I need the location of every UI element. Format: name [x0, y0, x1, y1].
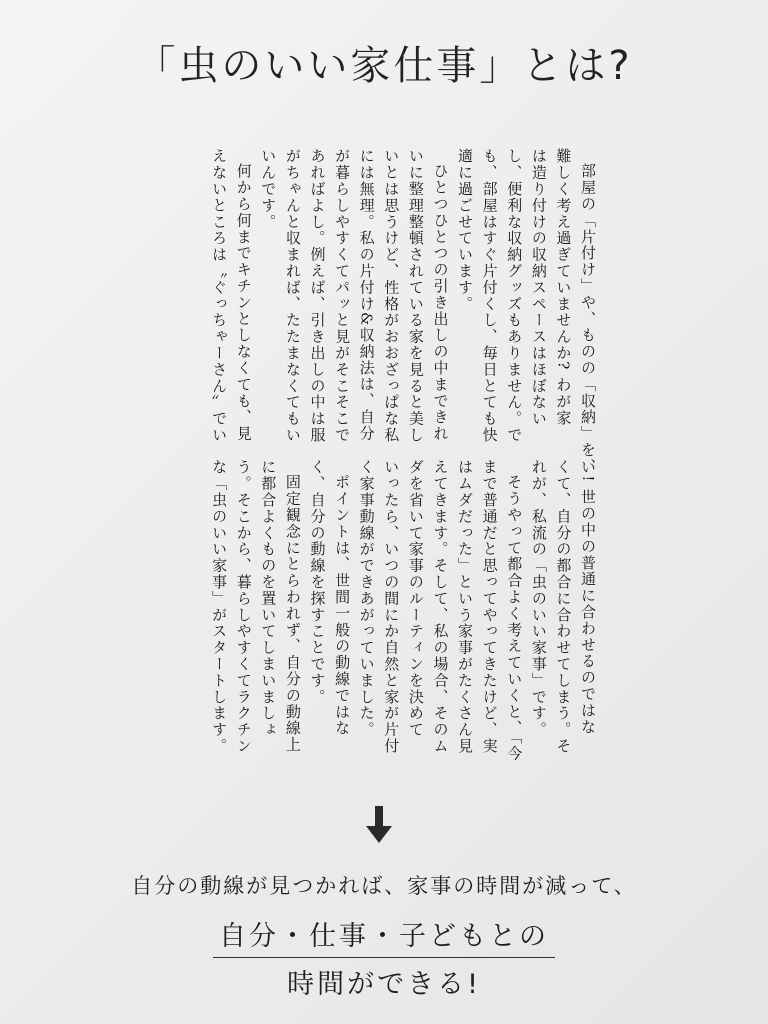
summary-line-3: 時間ができる! [287, 969, 481, 1000]
body-text-block-top [160, 148, 600, 475]
page-title: 「虫のいい家仕事」とは? [135, 43, 633, 89]
text-line: いに整理整頓されている家を見ると美し [406, 148, 425, 444]
text-line: いったら、いつの間にか自然と家が片付 [382, 459, 401, 755]
summary-line-1: 自分の動線が見つかれば、家事の時間が減って、 [131, 874, 637, 898]
text-line: には無理。私の片付け&収納法は、自分 [357, 148, 376, 442]
text-line: 何から何までキチンとしなくても、見 [234, 163, 253, 442]
paragraph-2 [256, 148, 453, 448]
text-line: な「虫のいい家事」がスタートします。 [210, 459, 229, 755]
text-line: はムダだった」という家事がたくさん見 [456, 459, 475, 755]
text-line: く、自分の動線を探すことです。 [308, 459, 327, 705]
down-arrow-icon [364, 806, 394, 846]
text-line: 固定観念にとらわれず、自分の動線上 [283, 474, 302, 753]
text-line: あればよし。例えば、引き出しの中は服 [308, 148, 327, 444]
text-line: いとは思うけど、性格がおおざっぱな私 [382, 148, 401, 444]
summary-highlight: 自分・仕事・子どもとの [213, 914, 555, 958]
text-line: えてきます。そして、私の場合、そのム [431, 459, 450, 755]
text-line: に都合よくものを置いてしまいましょ [259, 459, 278, 738]
text-line: う。そこから、暮らしやすくてラクチン [234, 459, 253, 755]
text-line: い! 世の中の普通に合わせるのではな [579, 459, 597, 735]
text-line: 適に過ごせています。 [456, 148, 475, 312]
text-line: も、部屋はすぐ片付くし、毎日とても快 [480, 148, 499, 444]
text-line: がちゃんと収まれば、たたまなくてもい [283, 148, 302, 444]
paragraph-1 [452, 148, 600, 475]
text-line: 部屋の「片付け」や、ものの「収納」を、 [579, 163, 597, 475]
paragraph-4 [354, 459, 526, 769]
text-line: いんです。 [259, 148, 278, 230]
text-line: ひとつひとつの引き出しの中まできれ [431, 163, 450, 442]
text-line: えないところは〝ぐっちゃーさん〟でい [210, 148, 229, 444]
text-line: く家事動線ができあがっていました。 [357, 459, 376, 738]
text-line: 難しく考え過ぎていませんか? わが家 [554, 148, 573, 427]
text-line: まで普通だと思ってやってきたけど、実 [480, 459, 499, 755]
paragraph-5 [305, 459, 354, 769]
summary-line-2 [0, 914, 768, 958]
text-line: そうやって都合よく考えていくと、「今 [505, 474, 524, 762]
paragraph-3-continued [526, 459, 600, 769]
paragraph-3 [207, 148, 256, 448]
text-line: れが、私流の「虫のいい家事」です。 [529, 459, 548, 738]
text-line: は造り付けの収納スペースはほぼない [529, 148, 548, 427]
body-text-block-bottom [160, 459, 600, 769]
text-line: ポイントは、世間一般の動線ではな [333, 474, 352, 737]
text-line: くて、自分の都合に合わせてしまう。そ [554, 459, 573, 755]
text-line: ダを省いて家事のルーティンを決めて [406, 459, 425, 738]
text-line: が暮らしやすくてパッと見がそこそこで [333, 148, 352, 444]
text-line: し、便利な収納グッズもありません。で [505, 148, 524, 444]
paragraph-6 [207, 459, 305, 769]
